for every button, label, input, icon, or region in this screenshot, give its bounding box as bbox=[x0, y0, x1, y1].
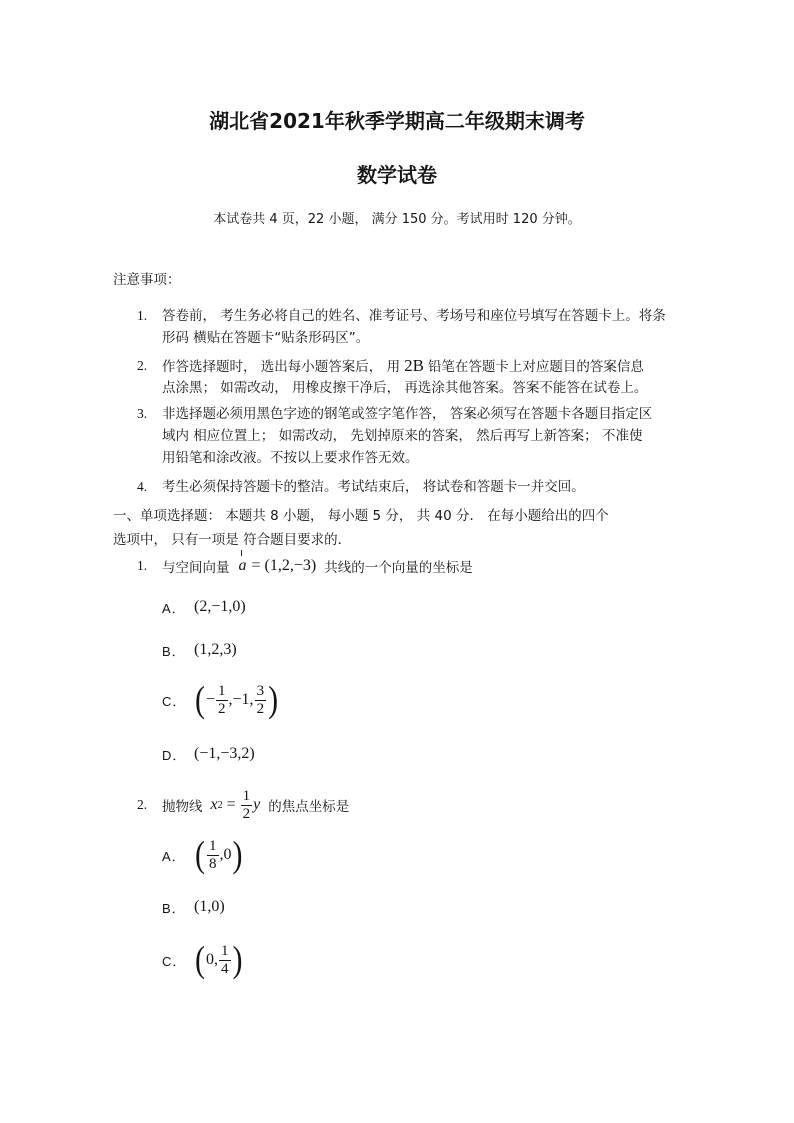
stem-text: 的焦点坐标是 bbox=[268, 799, 350, 815]
option-label: A． bbox=[162, 600, 186, 616]
fraction bbox=[219, 943, 231, 978]
variable-x: x bbox=[210, 796, 218, 813]
fraction-numerator: 1 bbox=[209, 837, 217, 854]
option-value bbox=[194, 833, 244, 875]
option-value: (1,2,3) bbox=[194, 641, 237, 658]
fraction-denominator: 8 bbox=[209, 855, 217, 872]
question-number: 2. bbox=[137, 797, 148, 812]
section-heading-line: 一、单项选择题： 本题共 8 小题， 每小题 5 分， 共 40 分． 在每小题给出的四个 bbox=[113, 508, 609, 524]
stem-text: 抛物线 bbox=[162, 799, 203, 815]
option-value: (1,0) bbox=[194, 898, 225, 915]
notice-item-line: 考生必须保持答题卡的整洁。考试结束后， 将试卷和答题卡一并交回。 bbox=[162, 479, 585, 495]
section-heading-line: 选项中， 只有一项是 符合题目要求的． bbox=[113, 532, 352, 548]
fraction-denominator: 2 bbox=[242, 805, 251, 822]
fraction bbox=[241, 788, 253, 823]
option-value bbox=[194, 678, 279, 720]
option-term: ,0 bbox=[219, 846, 232, 863]
fraction bbox=[216, 683, 228, 718]
option-label: D． bbox=[162, 747, 187, 763]
fraction-numerator: 1 bbox=[242, 787, 251, 804]
fraction-numerator: 1 bbox=[218, 682, 226, 699]
option-c bbox=[162, 938, 244, 982]
option-value: (2,−1,0) bbox=[194, 598, 246, 615]
notice-item-line: 域内 相应位置上； 如需改动， 先划掉原来的答案， 然后再写上新答案； 不准使 bbox=[162, 428, 643, 444]
pencil-grade: 2B bbox=[404, 356, 424, 375]
line-segment: 作答选择题时， 选出每小题答案后， 用 bbox=[162, 359, 401, 375]
notice-item-line: 点涂黑； 如需改动， 用橡皮擦干净后， 再选涂其他答案。答案不能答在试卷上。 bbox=[162, 380, 648, 396]
exponent: 2 bbox=[217, 799, 223, 811]
notice-item-line: 答卷前， 考生务必将自己的姓名、准考证号、考场号和座位号填写在答题卡上。将条 bbox=[162, 308, 666, 324]
option-label: A． bbox=[162, 848, 186, 864]
exam-subject: 数学试卷 bbox=[357, 163, 437, 187]
open-paren: ( bbox=[195, 678, 205, 720]
notice-item-line: 用铅笔和涂改液。不按以上要求作答无效。 bbox=[162, 450, 419, 466]
option-value: (−1,−3,2) bbox=[194, 745, 255, 762]
option-label: B． bbox=[162, 900, 186, 916]
open-paren: ( bbox=[195, 938, 205, 980]
open-paren: ( bbox=[195, 833, 205, 875]
notice-heading: 注意事项： bbox=[113, 272, 181, 288]
line-segment: 铅笔在答题卡上对应题目的答案信息 bbox=[427, 359, 644, 375]
option-label: C． bbox=[162, 693, 187, 709]
question-number: 1. bbox=[137, 558, 148, 573]
option-label: C． bbox=[162, 953, 187, 969]
equals-sign: = bbox=[226, 796, 236, 813]
close-paren: ) bbox=[232, 938, 243, 980]
notice-item-number: 4. bbox=[137, 479, 148, 494]
close-paren: ) bbox=[232, 833, 243, 875]
variable-y: y bbox=[253, 796, 261, 813]
middle-terms: ,−1, bbox=[228, 691, 254, 708]
close-paren: ) bbox=[268, 678, 279, 720]
equals-sign: = bbox=[251, 557, 261, 574]
stem-math bbox=[211, 788, 261, 823]
notice-item-line: 形码 横贴在答题卡“贴条形码区”。 bbox=[162, 330, 370, 346]
stem-text: 共线的一个向量的坐标是 bbox=[324, 560, 473, 576]
exam-info: 本试卷共 4 页，22 小题， 满分 150 分。考试用时 120 分钟。 bbox=[213, 212, 581, 227]
fraction bbox=[207, 838, 219, 873]
fraction-numerator: 1 bbox=[221, 942, 229, 959]
minus-sign: − bbox=[206, 691, 216, 708]
notice-item-number: 2. bbox=[137, 358, 148, 373]
option-b bbox=[162, 897, 225, 917]
option-a bbox=[162, 833, 244, 877]
stem-math bbox=[238, 557, 317, 575]
vector-letter: a bbox=[238, 557, 247, 574]
notice-item-number: 1. bbox=[137, 308, 148, 323]
option-c bbox=[162, 678, 279, 722]
question-stem bbox=[162, 785, 349, 825]
fraction-denominator: 2 bbox=[218, 700, 226, 717]
fraction-denominator: 2 bbox=[256, 700, 265, 717]
exam-title: 湖北省2021年秋季学期高二年级期末调考 bbox=[209, 109, 585, 133]
notice-item-line: 非选择题必须用黑色字迹的钢笔或签字笔作答， 答案必须写在答题卡各题目指定区 bbox=[162, 406, 653, 422]
vector-value: (1,2,−3) bbox=[264, 557, 317, 574]
option-value bbox=[194, 938, 244, 980]
vector-arrow-icon bbox=[241, 550, 242, 556]
fraction bbox=[255, 683, 267, 718]
option-a bbox=[162, 597, 246, 617]
notice-item-number: 3. bbox=[137, 406, 148, 421]
option-d bbox=[162, 744, 255, 764]
option-b bbox=[162, 640, 237, 660]
option-term: 0, bbox=[206, 951, 218, 968]
vector-symbol bbox=[238, 557, 248, 575]
stem-text: 与空间向量 bbox=[162, 560, 230, 576]
fraction-denominator: 4 bbox=[221, 960, 229, 977]
question-stem bbox=[162, 553, 473, 579]
option-label: B． bbox=[162, 643, 186, 659]
notice-item-line bbox=[162, 355, 644, 378]
fraction-numerator: 3 bbox=[256, 682, 265, 699]
